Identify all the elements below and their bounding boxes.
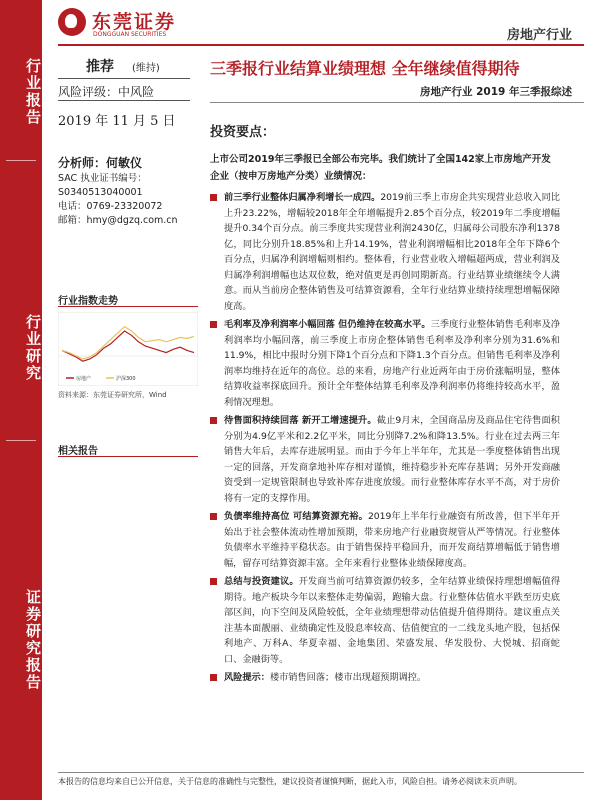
bullet-square-icon (210, 513, 217, 520)
chart-frame (58, 312, 198, 386)
key-point-body: 三季度行业整体销售毛利率及净利润率均小幅回落，前三季度上市房企整体销售毛利率及净利率分别为31.6%和11.9%，相比中报时分别下降1个百分点和下降1.3个百分点。但销售毛利率及净利润率均维持在近年的高位。总的来看，房地产行业近两年由于房价涨幅明显，整体结算收益率探底回升。预计全年整体结算毛利率及净利润率仍将维持较高水平，盈利情况理想。 (224, 319, 561, 408)
disclaimer: 本报告的信息均来自已公开信息，关于信息的准确性与完整性，建议投资者谨慎判断，据此入市，风险自担。请务必阅读末页声明。 (58, 777, 522, 786)
rating-row (58, 56, 190, 76)
key-point (210, 190, 560, 314)
analyst-name: 分析师：何敏仪 (58, 156, 143, 170)
report-date: 2019 年 11 月 5 日 (58, 114, 176, 129)
chart-divider (58, 306, 198, 307)
bullet-square-icon (210, 194, 217, 201)
report-title: 三季报行业结算业绩理想 全年继续值得期待 (210, 59, 520, 78)
bullet-square-icon (210, 578, 217, 585)
rating: 推荐 (86, 59, 114, 75)
sidebar-label-report: 行业报告 (24, 58, 42, 126)
key-points (210, 190, 560, 689)
sidebar-divider (6, 440, 36, 441)
analyst-phone: 电话：0769-23320072 (58, 201, 163, 212)
logo-emblem-icon (58, 8, 86, 36)
key-point (210, 574, 560, 667)
risk-rating: 风险评级：中风险 (58, 85, 155, 99)
sidebar-label-securities: 证券研究报告 (24, 589, 42, 691)
sac-number: S0340513040001 (58, 187, 143, 198)
key-point-head: 负债率维持高位 可结算资源充裕。 (224, 511, 368, 522)
analyst-email[interactable]: 邮箱：hmy@dgzq.com.cn (58, 215, 178, 226)
related-reports-title: 相关报告 (58, 446, 98, 457)
key-point-head: 前三季行业整体归属净利增长一成四。 (224, 192, 381, 203)
legend-label: 房地产 (76, 376, 92, 382)
key-point-body: 2019年上半年行业融资有所改善，但下半年开始出于社会整体流动性增加预期，带来房地产行业融资规管从严等情况。行业整体负债率水平维持平稳状态。由于销售保持平稳回升，而开发商结算增幅低于销售增幅，留存可结算资源丰富。全年来看行业整体业绩保障度高。 (224, 511, 560, 569)
key-point (210, 413, 560, 506)
rating-sub: (维持) (132, 63, 160, 74)
key-point-body: 截止9月末，全国商品房及商品住宅待售面积分别为4.9亿平米和2.2亿平米，同比分别降7.2%和降13.5%。行业在过去两三年销售大年后，去库存进展明显。而由于今年上半年年，尤其是一季度整体销售出现一定的回落，开发商拿地补库存相对谨慎，维持稳步补充库存基调；另外开发商融资受到一定规管限制也导致补库存进度放缓。而行业整体库存水平不高，对于房价将有一定的支撑作用。 (224, 415, 560, 504)
header-divider (58, 44, 584, 46)
sidebar-divider (6, 160, 36, 161)
bullet-square-icon (210, 674, 217, 681)
title-divider (210, 102, 584, 103)
key-point-head: 风险提示： (224, 672, 270, 683)
industry-tag: 房地产行业 (506, 28, 572, 43)
related-divider (58, 456, 198, 457)
lead-paragraph: 上市公司2019年三季报已全部公布完毕。我们统计了全国142家上市房地产开发企业（按申万房地产分类）业绩情况： (210, 154, 551, 182)
logo-text-cn: 东莞证券 (92, 11, 177, 33)
key-point-body: 楼市销售回落；楼市出现超预期调控。 (269, 672, 427, 683)
logo-text-en: DONGGUAN SECURITIES (93, 31, 167, 38)
key-point-head: 毛利率及净利润率小幅回落 但仍维持在较高水平。 (224, 319, 431, 330)
footer-divider (58, 772, 584, 773)
sidebar-label-research: 行业研究 (24, 314, 42, 382)
analyst-info (58, 156, 198, 228)
company-logo (58, 6, 198, 42)
chart-title: 行业指数走势 (58, 296, 118, 307)
key-point-head: 待售面积持续回落 新开工增速提升。 (224, 415, 377, 426)
index-chart (58, 312, 198, 386)
divider (58, 100, 190, 101)
bullet-square-icon (210, 321, 217, 328)
key-point (210, 509, 560, 571)
chart-source: 资料来源：东莞证券研究所，Wind (58, 391, 167, 399)
section-heading: 投资要点： (210, 125, 276, 140)
key-point-body: 2019前三季上市房企共实现营业总收入同比上升23.22%，增幅较2018年全年增幅提升2.85个百分点，较2019年二季度增幅提升0.34个百分点。前三季度共实现营业利润2430亿，归属母公司股东净利1378亿，同比分别升18.85%和上升14.19%，营业利润增幅相比2018年全年下降6个百分点，归属净利润增幅则相约。整体看，行业营业收入增幅超两成，营业利润及归属净利润增幅也达双位数，绝对值更是再创同期新高。行业结算业绩继续令人满意。而从当前房企整体销售及可结算资源看，全年行业结算业绩持续理想增幅保障度高。 (224, 192, 560, 312)
legend-label: 沪深300 (116, 376, 136, 382)
bullet-square-icon (210, 417, 217, 424)
key-point (210, 670, 560, 686)
report-subtitle: 房地产行业 2019 年三季报综述 (419, 86, 572, 98)
sac-label: SAC 执业证书编号： (58, 173, 147, 184)
divider (58, 78, 190, 79)
key-point-head: 总结与投资建议。 (224, 576, 299, 587)
key-point-body: 开发商当前可结算资源仍较多，全年结算业绩保持理想增幅值得期待。地产板块今年以来整体走势偏弱，跑输大盘。行业整体估值水平跌至历史底部区间，向下空间及风险较低，全年业绩理想带动估值提升值得期待。建议重点关注基本面靓丽、业绩确定性及股息率较高、估值便宜的一二线龙头地产股，包括保利地产、万科A、华夏幸福、金地集团、荣盛发展、华发股份、大悦城、招商蛇口、金融街等。 (224, 576, 561, 665)
key-point (210, 317, 560, 410)
sidebar (0, 0, 42, 800)
